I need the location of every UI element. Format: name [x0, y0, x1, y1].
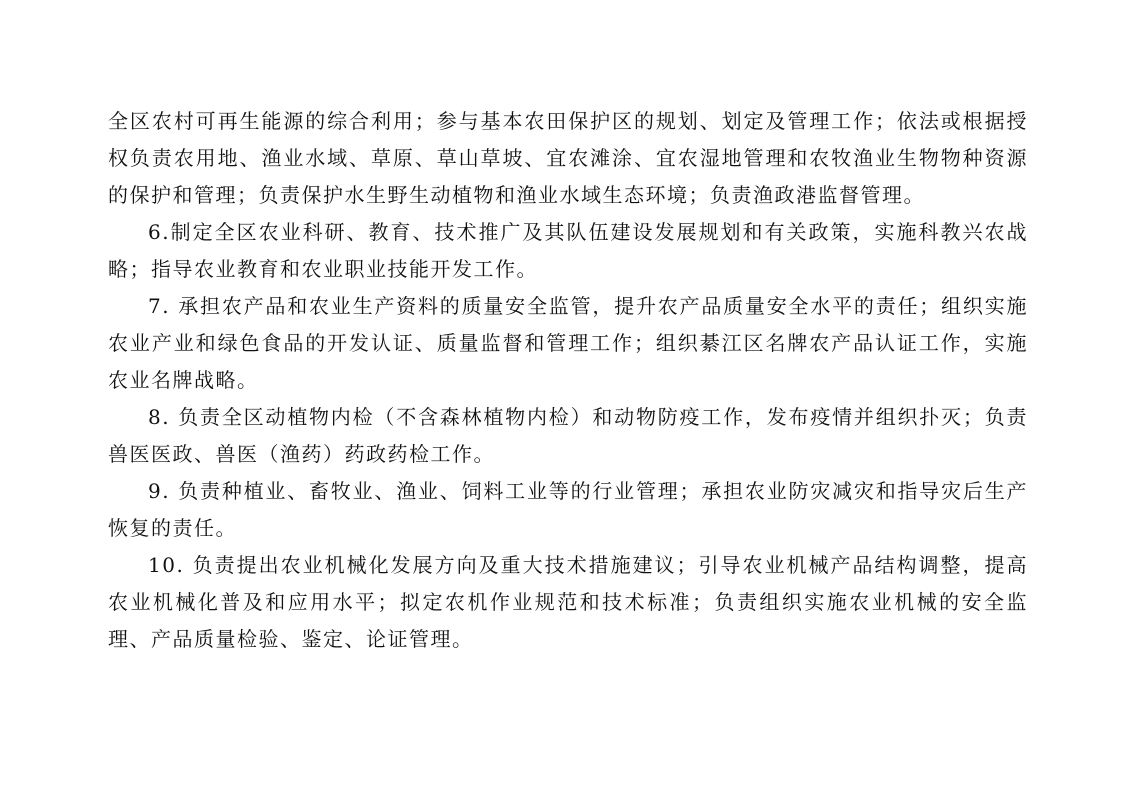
paragraph-item-7: 7. 承担农产品和农业生产资料的质量安全监管，提升农产品质量安全水平的责任；组织实施农业产业和绿色食品的开发认证、质量监督和管理工作；组织綦江区名牌农产品认证工作，实施农业名牌战略。	[108, 294, 1028, 392]
paragraph-item-10: 10. 负责提出农业机械化发展方向及重大技术措施建议；引导农业机械产品结构调整，提高农业机械化普及和应用水平；拟定农机作业规范和技术标准；负责组织实施农业机械的安全监理、产品质量检验、鉴定、论证管理。	[108, 553, 1028, 651]
document-body	[108, 103, 1028, 658]
paragraph-item-6: 6.制定全区农业科研、教育、技术推广及其队伍建设发展规划和有关政策，实施科教兴农战略；指导农业教育和农业职业技能开发工作。	[108, 220, 1028, 281]
paragraph-continuation: 全区农村可再生能源的综合利用；参与基本农田保护区的规划、划定及管理工作；依法或根据授权负责农用地、渔业水域、草原、草山草坡、宜农滩涂、宜农湿地管理和农牧渔业生物物种资源的保护和管理；负责保护水生野生动植物和渔业水域生态环境；负责渔政港监督管理。	[108, 109, 1028, 207]
paragraph-item-8: 8. 负责全区动植物内检（不含森林植物内检）和动物防疫工作，发布疫情并组织扑灭；负责兽医医政、兽医（渔药）药政药检工作。	[108, 405, 1028, 466]
paragraph-item-9: 9. 负责种植业、畜牧业、渔业、饲料工业等的行业管理；承担农业防灾减灾和指导灾后生产恢复的责任。	[108, 479, 1028, 540]
